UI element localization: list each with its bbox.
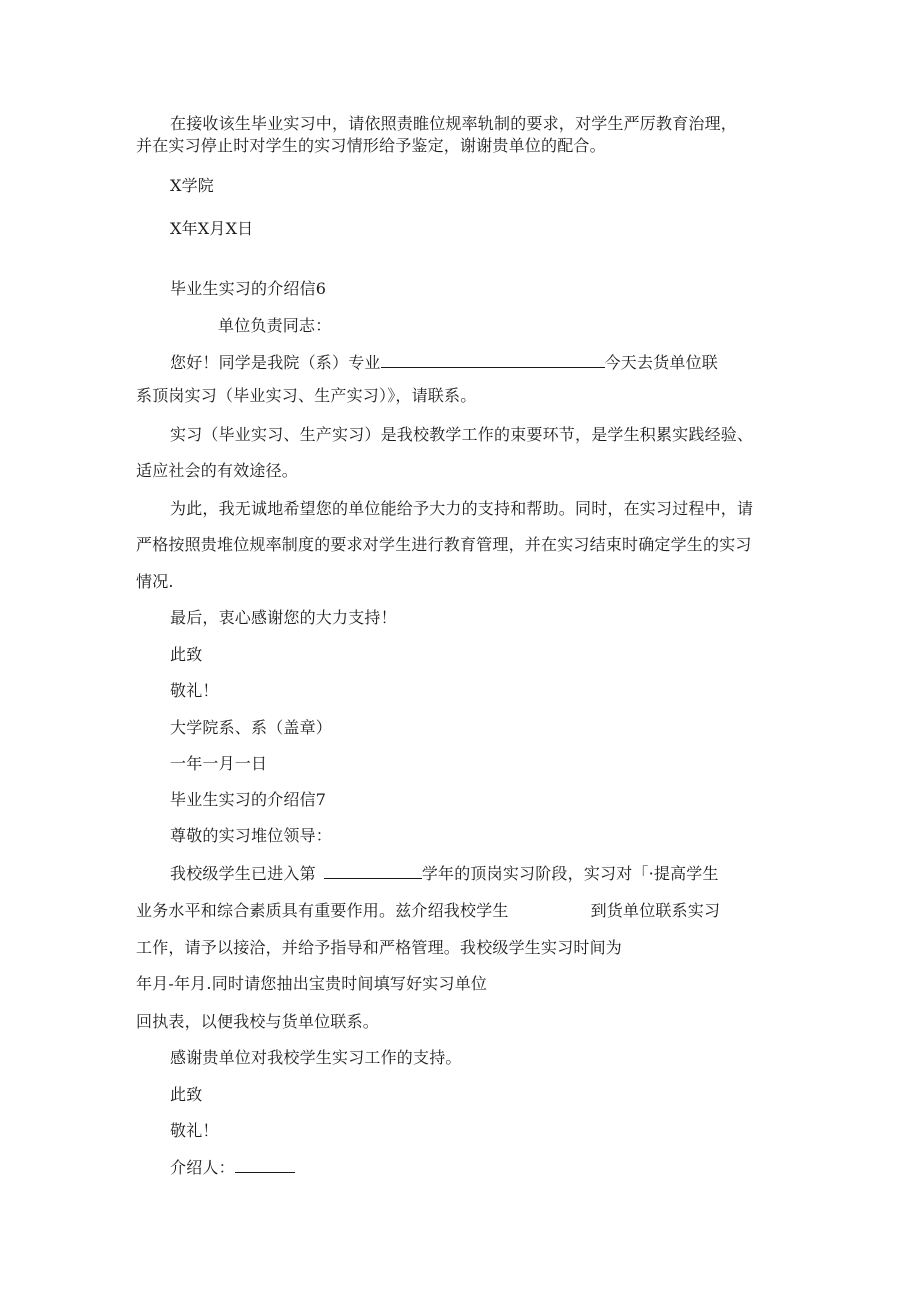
text-segment: 学年的顶岗实习阶段，实习对「·提高学生 bbox=[421, 864, 719, 883]
paragraph-line: 最后，衷心感谢您的大力支持！ bbox=[170, 608, 397, 627]
introducer-label: 介绍人： bbox=[170, 1158, 235, 1177]
paragraph-line: 情况. bbox=[136, 572, 174, 591]
fill-in-blank[interactable] bbox=[381, 351, 605, 368]
paragraph-line bbox=[136, 900, 720, 922]
paragraph-line: 适应社会的有效途径。 bbox=[136, 461, 299, 480]
text-segment: 今天去货单位联 bbox=[604, 353, 719, 372]
text-segment: 我校级学生已进入第 bbox=[170, 864, 316, 883]
closing: 此致 bbox=[170, 645, 203, 664]
paragraph-line: 工作，请予以接洽，并给予指导和严格管理。我校级学生实习时间为 bbox=[136, 938, 623, 957]
paragraph-line: 为此，我无诚地希望您的单位能给予大力的支持和帮助。同时，在实习过程中，请 bbox=[170, 499, 754, 518]
paragraph-line bbox=[170, 351, 718, 374]
salutation: 尊敬的实习堆位领导： bbox=[170, 826, 333, 845]
paragraph-line: 在接收该生毕业实习中，请依照责睢位规率轨制的要求，对学生严厉教育治理， bbox=[170, 114, 738, 133]
letter-title: 毕业生实习的介绍信7 bbox=[170, 790, 327, 809]
date: X年X月X日 bbox=[170, 219, 254, 238]
salutation: 单位负责同志： bbox=[218, 316, 332, 335]
signature: X学院 bbox=[170, 176, 214, 195]
fill-in-blank[interactable] bbox=[324, 862, 422, 879]
paragraph-line: 回执表，以便我校与货单位联系。 bbox=[136, 1012, 380, 1031]
paragraph-line: 并在实习停止时对学生的实习情形给予鉴定，谢谢贵单位的配合。 bbox=[136, 136, 606, 155]
fill-in-blank[interactable] bbox=[235, 1156, 295, 1173]
regards: 敬礼！ bbox=[170, 681, 219, 700]
introducer-line bbox=[170, 1156, 295, 1179]
regards: 敬礼！ bbox=[170, 1121, 219, 1140]
paragraph-line: 系顶岗实习（毕业实习、生产实习）》，请联系。 bbox=[136, 386, 477, 405]
paragraph-line: 年月-年月.同时请您抽出宝贵时间填写好实习单位 bbox=[136, 974, 488, 993]
signature: 大学院系、系（盖章） bbox=[170, 718, 333, 737]
letter-title: 毕业生实习的介绍信6 bbox=[170, 279, 327, 298]
date: 一年一月一日 bbox=[170, 754, 268, 773]
paragraph-line: 实习（毕业实习、生产实习）是我校教学工作的束要环节，是学生积累实践经验、 bbox=[170, 425, 754, 444]
paragraph-line bbox=[170, 862, 719, 885]
text-segment: 业务水平和综合素质具有重要作用。兹介绍我校学生 bbox=[136, 901, 509, 920]
text-segment: 到货单位联系实习 bbox=[590, 901, 721, 920]
text-segment: 您好！同学是我院（系）专业 bbox=[170, 353, 381, 372]
paragraph-line: 感谢贵单位对我校学生实习工作的支持。 bbox=[170, 1048, 462, 1067]
paragraph-line: 严格按照贵堆位规率制度的要求对学生进行教育管理，并在实习结束时确定学生的实习 bbox=[136, 535, 752, 554]
closing: 此致 bbox=[170, 1085, 203, 1104]
